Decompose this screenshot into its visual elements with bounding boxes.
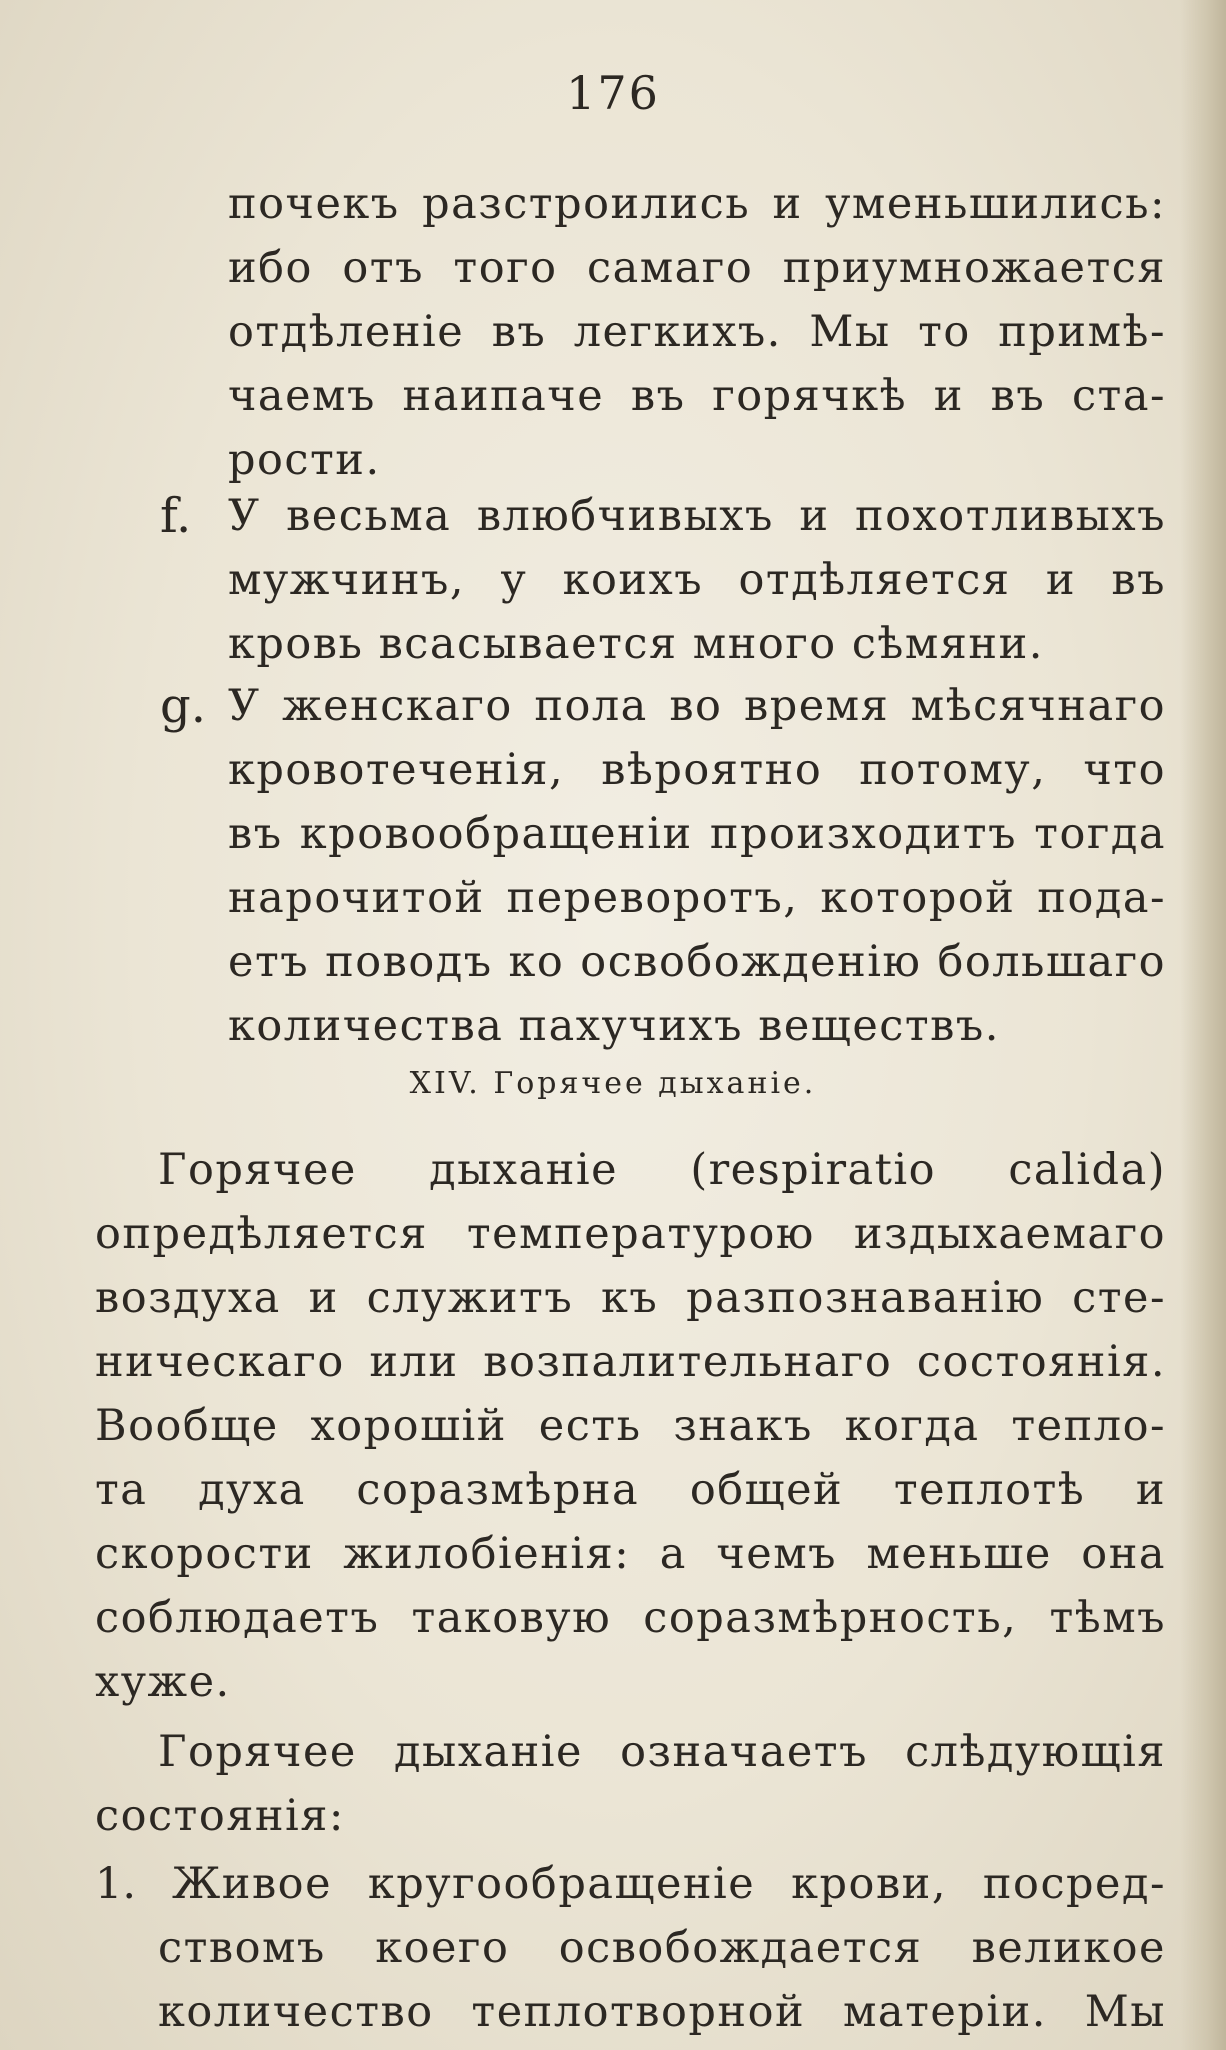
text-line: Горячее дыханіе означаетъ слѣдующія [158,1727,1166,1777]
text-line: етъ поводъ ко освобожденію большаго [228,937,1166,987]
text-line: почекъ разстроились и уменьшились: [228,179,1166,229]
text-line: хуже. [95,1657,231,1707]
text-line: въ кровообращеніи произходитъ тогда [228,809,1166,859]
text-line: отдѣленіе въ легкихъ. Мы то примѣ- [228,307,1166,357]
page-number: 176 [566,66,660,120]
text-line: воздуха и служитъ къ разпознаванію сте- [95,1273,1166,1323]
text-line: количество теплотворной матеріи. Мы [158,1987,1166,2037]
text-line: У весьма влюбчивыхъ и похотливыхъ [228,491,1166,541]
text-line: Вообще хорошій есть знакъ когда тепло- [95,1401,1166,1451]
section-heading: XIV. Горячее дыханіе. [409,1066,817,1101]
text-line: У женскаго пола во время мѣсячнаго [228,681,1166,731]
text-line: мужчинъ, у коихъ отдѣляется и въ [228,555,1166,605]
list-marker: f. [160,488,192,544]
text-line: нарочитой переворотъ, которой пода- [228,873,1166,923]
text-line: Горячее дыханіе (respiratio calida) [158,1145,1166,1195]
text-line: чаемъ наипаче въ горячкѣ и въ ста- [228,371,1166,421]
text-line: состоянія: [95,1791,345,1841]
text-line: ническаго или возпалительнаго состоянія. [95,1337,1166,1387]
page-edge-shadow [1180,0,1226,2050]
text-line: соблюдаетъ таковую соразмѣрность, тѣмъ [95,1593,1166,1643]
text-line: ибо отъ того самаго приумножается [228,243,1166,293]
text-line: скорости жилобіенія: а чемъ меньше она [95,1529,1166,1579]
list-marker: 1. [95,1859,137,1909]
list-marker: g. [160,678,206,734]
text-line: та духа соразмѣрна общей теплотѣ и [95,1465,1166,1515]
text-line: кровь всасывается много сѣмяни. [228,619,1044,669]
text-line: кровотеченія, вѣроятно потому, что [228,745,1166,795]
text-line: ствомъ коего освобождается великое [158,1923,1166,1973]
text-line: Живое кругообращеніе крови, посред- [172,1859,1166,1909]
text-line: опредѣляется температурою издыхаемаго [95,1209,1166,1259]
text-line: рости. [228,435,381,485]
text-line: количества пахучихъ веществъ. [228,1001,1000,1051]
